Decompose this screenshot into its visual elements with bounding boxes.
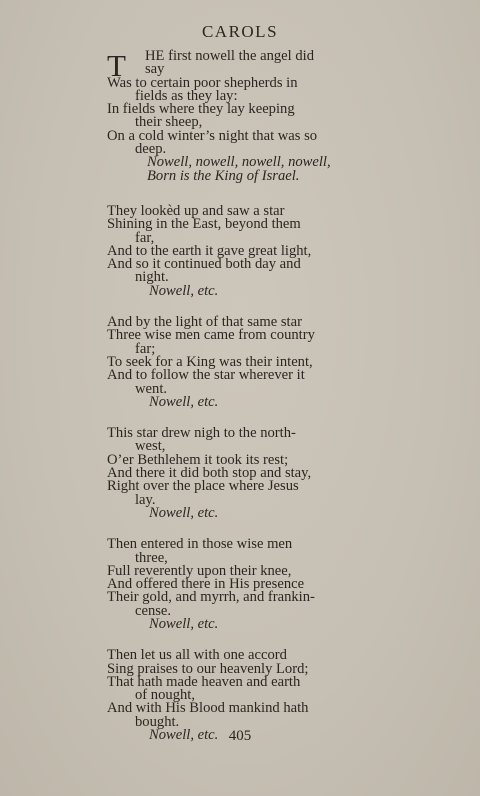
verse-line: To seek for a King was their intent, xyxy=(107,353,313,370)
stanza-5 xyxy=(107,538,329,631)
verse-line: their sheep, xyxy=(135,114,203,131)
refrain-line: Nowell, etc. xyxy=(149,282,219,299)
verse-line: Was to certain poor shepherds in xyxy=(107,74,298,91)
verse-line: That hath made heaven and earth xyxy=(107,673,301,690)
verse-line: far; xyxy=(135,340,156,357)
verse-line: cense. xyxy=(135,602,172,619)
verse-line: Sing praises to our heavenly Lord; xyxy=(107,660,309,677)
verse-line: And by the light of that same star xyxy=(107,314,302,331)
verse-line: Three wise men came from country xyxy=(107,327,315,344)
refrain-line: Nowell, etc. xyxy=(149,615,219,632)
refrain-line: Nowell, nowell, nowell, nowell, xyxy=(147,154,331,171)
verse-line: And to follow the star wherever it xyxy=(107,367,305,384)
verse-line: bought. xyxy=(135,713,180,730)
refrain-line: Born is the King of Israel. xyxy=(147,167,300,184)
verse-line: And to the earth it gave great light, xyxy=(107,242,312,259)
verse-line: went. xyxy=(135,380,168,397)
refrain-line: Nowell, etc. xyxy=(149,504,219,521)
drop-cap: T xyxy=(107,48,126,83)
verse-line: Full reverently upon their knee, xyxy=(107,562,292,579)
verse-line: Then entered in those wise men xyxy=(107,536,293,553)
verse-line: three, xyxy=(135,549,168,566)
verse-line: And with His Blood mankind hath xyxy=(107,700,309,717)
verse-line: say xyxy=(145,61,165,78)
stanza-4 xyxy=(107,427,329,520)
verse-line: Shining in the East, beyond them xyxy=(107,216,301,233)
verse-line: far, xyxy=(135,229,155,246)
stanza-1 xyxy=(107,50,329,183)
verse-line: Their gold, and myrrh, and frankin- xyxy=(107,589,315,606)
refrain-line: Nowell, etc. xyxy=(149,727,219,744)
verse-line: Right over the place where Jesus xyxy=(107,478,299,495)
verse-line: They lookèd up and saw a star xyxy=(107,202,285,219)
verse-line-text: HE first nowell the angel did xyxy=(145,48,315,64)
verse-line: And offered there in His presence xyxy=(107,576,305,593)
verse-line: This star drew nigh to the north- xyxy=(107,425,296,442)
verse-line: fields as they lay: xyxy=(135,87,238,104)
refrain-line: Nowell, etc. xyxy=(149,393,219,410)
verse-line: lay. xyxy=(135,491,156,508)
verse-line: west, xyxy=(135,438,166,455)
verse-line: night. xyxy=(135,269,169,286)
verse-line: In fields where they lay keeping xyxy=(107,101,295,118)
verse-line: And so it continued both day and xyxy=(107,256,301,273)
running-header: CAROLS xyxy=(201,22,279,41)
verse-line: Then let us all with one accord xyxy=(107,647,287,664)
verse-line: deep. xyxy=(135,141,167,158)
page-number: 405 xyxy=(228,728,252,744)
carol-text xyxy=(107,50,329,768)
verse-line: O’er Bethlehem it took its rest; xyxy=(107,451,289,468)
verse-line: On a cold winter’s night that was so xyxy=(107,127,318,144)
stanza-2 xyxy=(107,202,329,299)
verse-line: And there it did both stop and stay, xyxy=(107,465,312,482)
verse-line: of nought, xyxy=(135,687,195,704)
stanza-3 xyxy=(107,316,329,409)
